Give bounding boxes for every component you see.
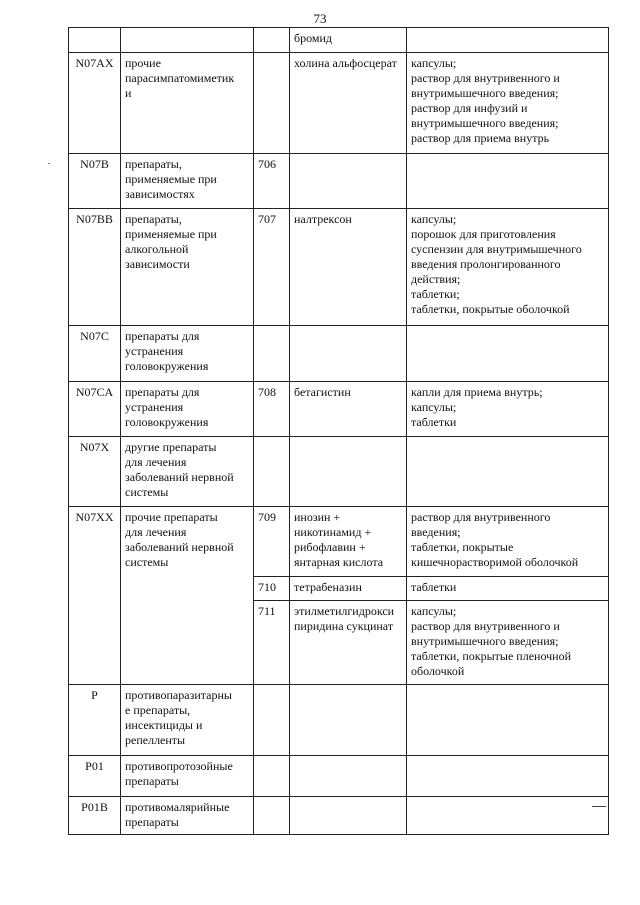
atc-code-cell: N07X <box>69 437 121 507</box>
dosage-form-cell <box>407 28 609 53</box>
scan-artifact-dot <box>48 163 50 164</box>
item-number-cell: 711 <box>254 601 290 685</box>
table-row <box>69 53 609 154</box>
item-number-cell <box>254 437 290 507</box>
atc-code-cell: P <box>69 685 121 756</box>
atc-code-cell: N07B <box>69 154 121 209</box>
dosage-form-cell: капсулы; порошок для приготовления суспензии для внутримышечного введения пролонгированного действия; таблетки; таблетки, покрытые оболочкой <box>407 209 609 326</box>
table-row <box>69 28 609 53</box>
table-row <box>69 382 609 437</box>
dosage-form-cell: таблетки <box>407 577 609 601</box>
drug-name-cell: тетрабеназин <box>290 577 407 601</box>
item-number-cell <box>254 685 290 756</box>
table-row <box>69 507 609 577</box>
item-number-cell <box>254 53 290 154</box>
group-name-cell: препараты, применяемые при алкогольной зависимости <box>121 209 254 326</box>
drug-name-cell <box>290 326 407 382</box>
dosage-form-cell: капсулы; раствор для внутривенного и внутримышечного введения; раствор для инфузий и внутримышечного введения; раствор для приема внутрь <box>407 53 609 154</box>
dosage-form-cell <box>407 797 609 835</box>
item-number-cell: 708 <box>254 382 290 437</box>
page-number: 73 <box>313 11 327 26</box>
dosage-form-cell <box>407 326 609 382</box>
drug-name-cell <box>290 154 407 209</box>
medicines-table-wrap <box>68 27 609 835</box>
table-row <box>69 797 609 835</box>
group-name-cell: другие препараты для лечения заболеваний нервной системы <box>121 437 254 507</box>
group-name-cell: противопаразитарны е препараты, инсектициды и репелленты <box>121 685 254 756</box>
dosage-form-cell <box>407 154 609 209</box>
atc-code-cell: N07XX <box>69 507 121 685</box>
dosage-form-cell <box>407 437 609 507</box>
dosage-form-cell <box>407 756 609 797</box>
item-number-cell <box>254 797 290 835</box>
drug-name-cell: холина альфосцерат <box>290 53 407 154</box>
atc-code-cell: N07BB <box>69 209 121 326</box>
atc-code-cell: N07C <box>69 326 121 382</box>
item-number-cell <box>254 326 290 382</box>
item-number-cell: 710 <box>254 577 290 601</box>
group-name-cell: препараты, применяемые при зависимостях <box>121 154 254 209</box>
table-row <box>69 326 609 382</box>
group-name-cell: препараты для устранения головокружения <box>121 382 254 437</box>
table-row <box>69 154 609 209</box>
drug-name-cell: бромид <box>290 28 407 53</box>
drug-name-cell <box>290 685 407 756</box>
drug-name-cell <box>290 756 407 797</box>
drug-name-cell: инозин + никотинамид + рибофлавин + янтарная кислота <box>290 507 407 577</box>
table-row <box>69 685 609 756</box>
item-number-cell: 707 <box>254 209 290 326</box>
item-number-cell: 709 <box>254 507 290 577</box>
medicines-table <box>68 27 609 835</box>
dosage-form-cell <box>407 685 609 756</box>
atc-code-cell: P01B <box>69 797 121 835</box>
dosage-form-cell: раствор для внутривенного введения; таблетки, покрытые кишечнорастворимой оболочкой <box>407 507 609 577</box>
atc-code-cell: N07CA <box>69 382 121 437</box>
drug-name-cell: бетагистин <box>290 382 407 437</box>
dosage-form-cell: капли для приема внутрь; капсулы; таблетки <box>407 382 609 437</box>
group-name-cell: прочие препараты для лечения заболеваний нервной системы <box>121 507 254 685</box>
table-row <box>69 756 609 797</box>
atc-code-cell <box>69 28 121 53</box>
group-name-cell <box>121 28 254 53</box>
table-row <box>69 209 609 326</box>
item-number-cell <box>254 28 290 53</box>
drug-name-cell: этилметилгидрокси пиридина сукцинат <box>290 601 407 685</box>
atc-code-cell: N07AX <box>69 53 121 154</box>
group-name-cell: препараты для устранения головокружения <box>121 326 254 382</box>
drug-name-cell <box>290 797 407 835</box>
group-name-cell: прочие парасимпатомиметик и <box>121 53 254 154</box>
drug-name-cell <box>290 437 407 507</box>
group-name-cell: противомалярийные препараты <box>121 797 254 835</box>
item-number-cell: 706 <box>254 154 290 209</box>
table-row <box>69 437 609 507</box>
group-name-cell: противопротозойные препараты <box>121 756 254 797</box>
atc-code-cell: P01 <box>69 756 121 797</box>
drug-name-cell: налтрексон <box>290 209 407 326</box>
item-number-cell <box>254 756 290 797</box>
dosage-form-cell: капсулы; раствор для внутривенного и внутримышечного введения; таблетки, покрытые пленочной оболочкой <box>407 601 609 685</box>
